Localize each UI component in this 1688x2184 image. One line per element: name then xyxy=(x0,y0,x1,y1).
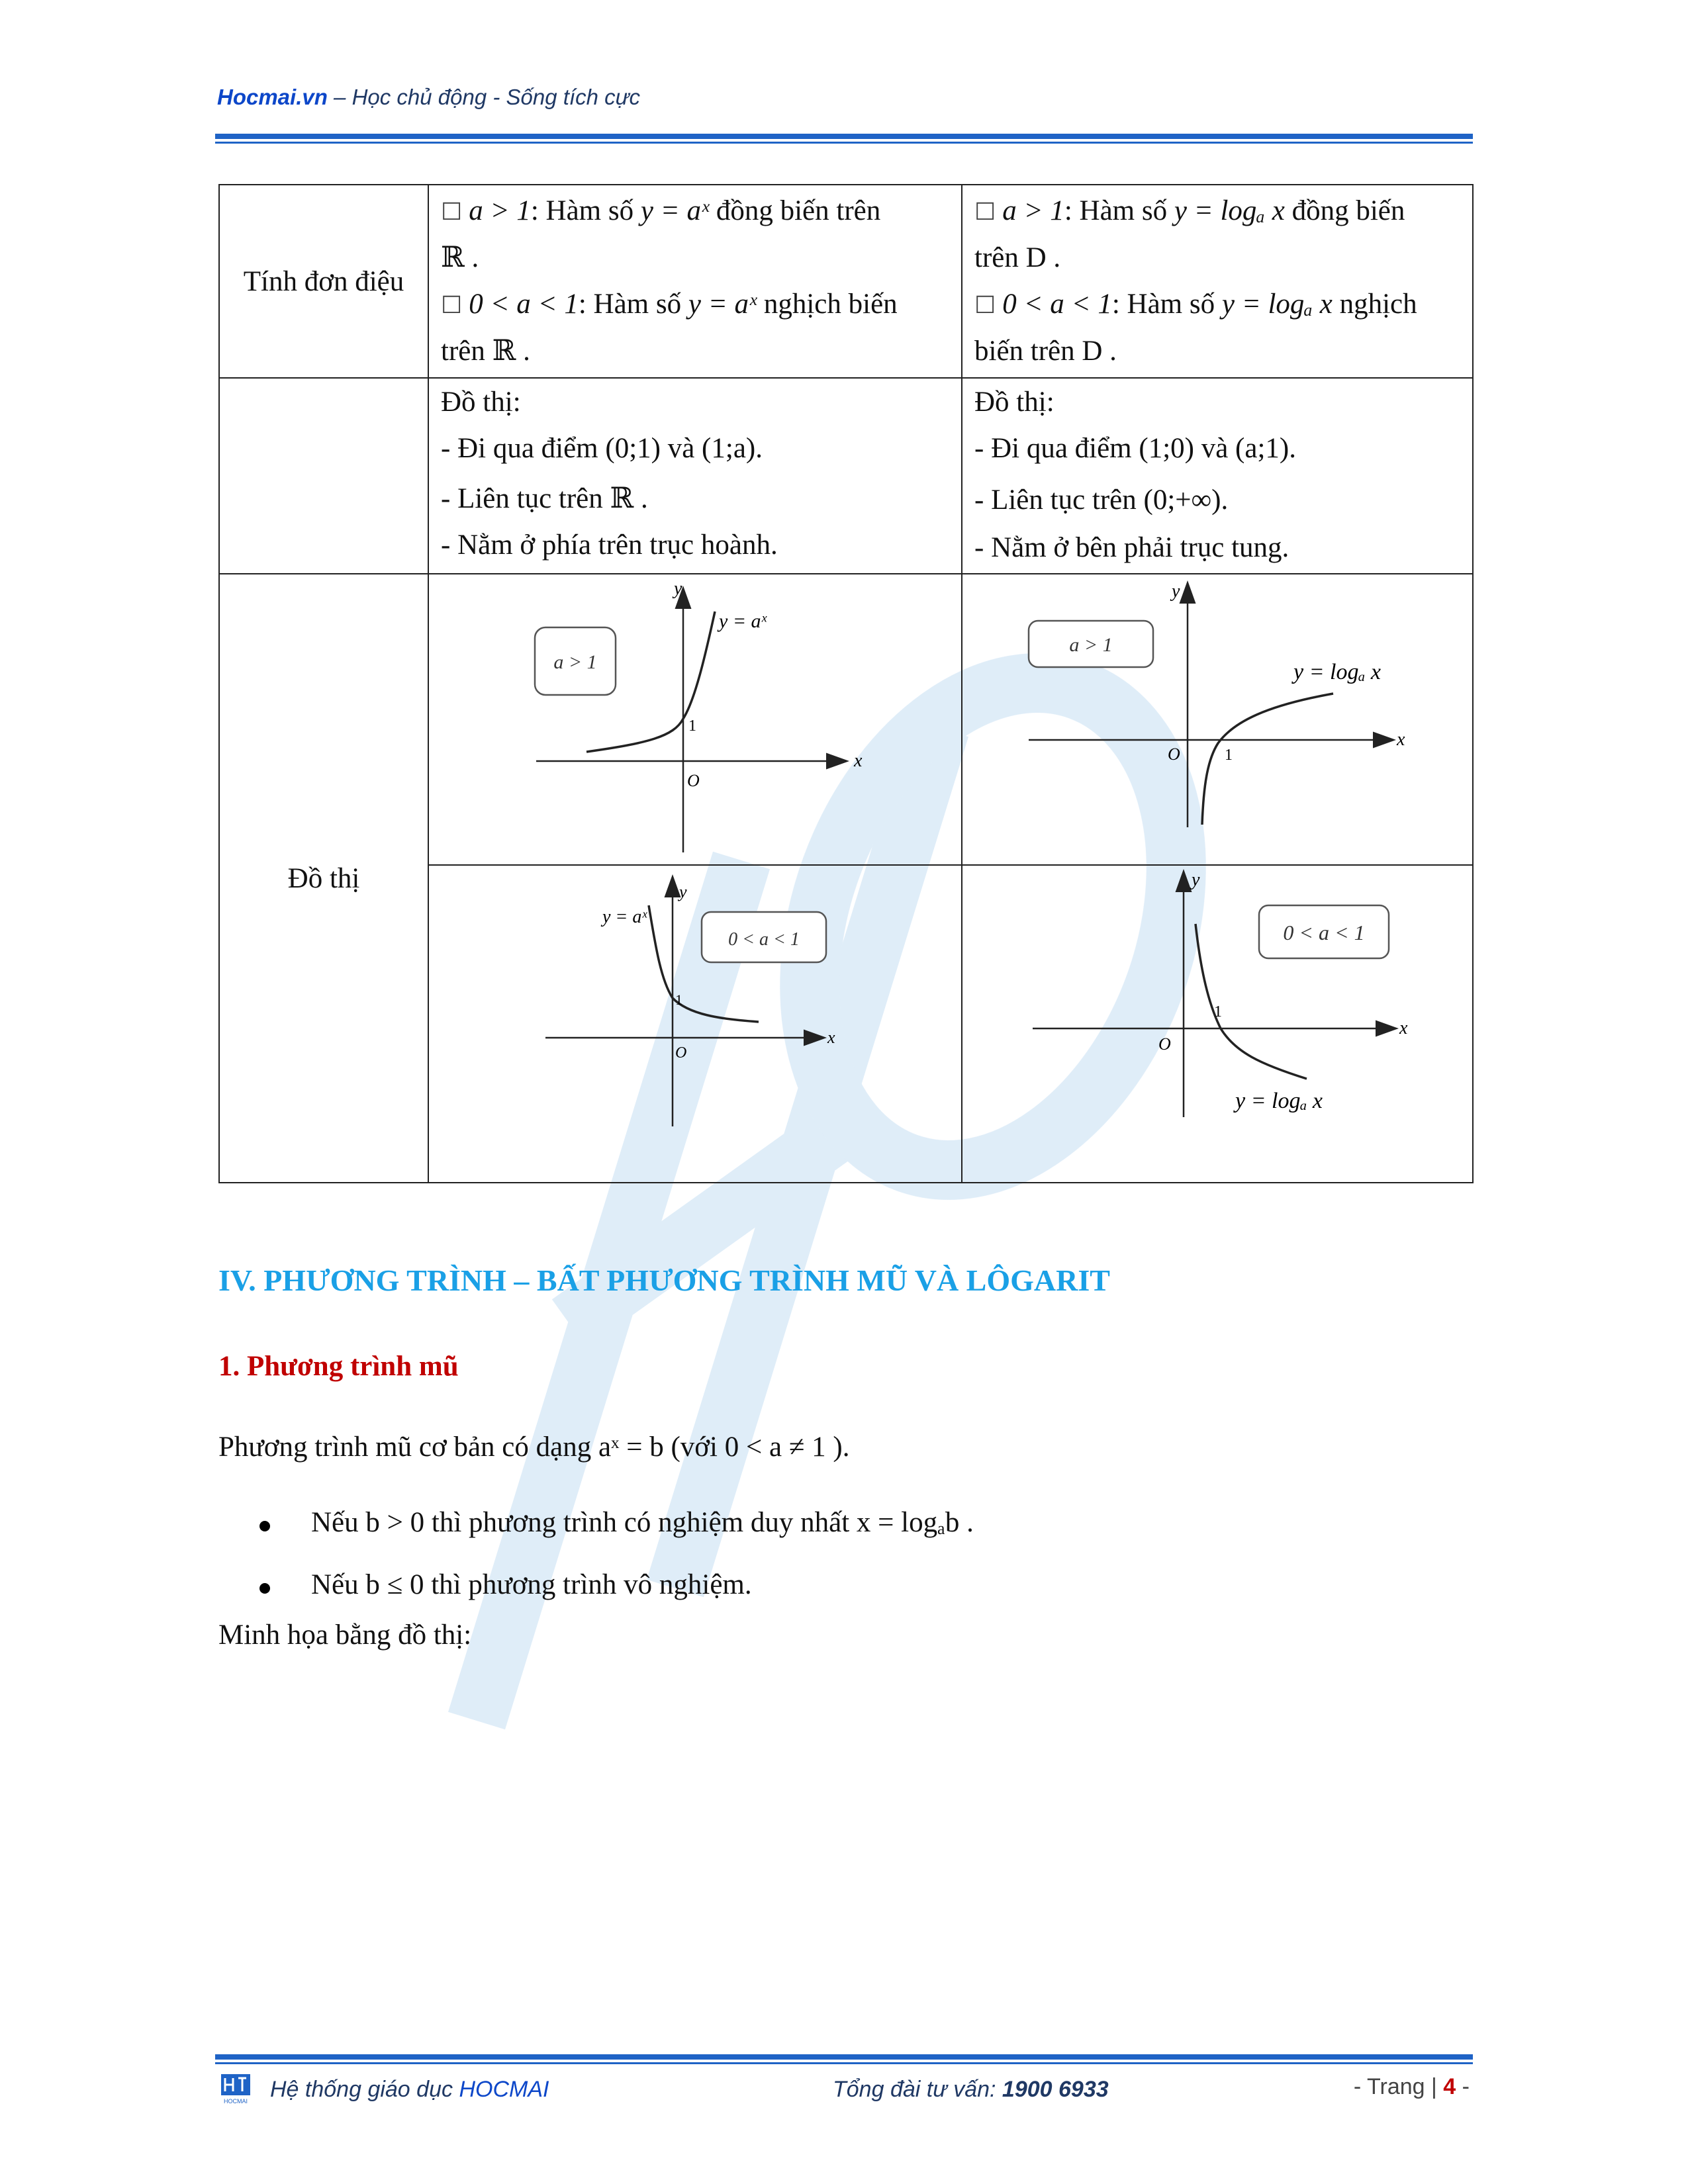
x-label: x xyxy=(1399,1018,1408,1038)
log-monotonicity-cell xyxy=(962,185,1473,378)
log-func-2: y = logₐ x xyxy=(1221,289,1333,320)
subsection-heading-1: 1. Phương trình mũ xyxy=(218,1351,459,1382)
origin-label: O xyxy=(1168,745,1180,764)
checkbox-glyph-icon: ☐ xyxy=(441,199,463,225)
exp-cond-2: 0 < a < 1 xyxy=(469,289,579,320)
log-func-1: y = logₐ x xyxy=(1174,195,1285,226)
condition-label: a > 1 xyxy=(1069,634,1113,656)
one-label: 1 xyxy=(1225,747,1233,764)
graph-log-increasing-cell xyxy=(962,574,1473,865)
bullet-icon xyxy=(259,1521,270,1531)
graph-exp-increasing xyxy=(429,574,961,864)
graph-exp-increasing-cell xyxy=(428,574,962,865)
row-monotonicity xyxy=(219,185,1473,378)
condition-label: 0 < a < 1 xyxy=(728,929,800,950)
exp-cond-1: a > 1 xyxy=(469,195,531,226)
page-prefix: - Trang | xyxy=(1353,2074,1444,2099)
log-line-2: trên D . xyxy=(974,242,1061,273)
exp-monotonicity-cell xyxy=(428,185,962,378)
y-label: y xyxy=(679,882,687,901)
log-graph-props-cell xyxy=(962,378,1473,574)
exp-text-3: : Hàm số xyxy=(578,289,688,320)
curve-label: y = logₐ x xyxy=(1235,1089,1323,1113)
page-num: 4 xyxy=(1443,2074,1456,2099)
log-cond-1: a > 1 xyxy=(1002,195,1064,226)
log-text-1: : Hàm số xyxy=(1064,195,1174,226)
y-label: y xyxy=(674,578,682,599)
paragraph-definition: Phương trình mũ cơ bản có dạng aˣ = b (với 0 < a ≠ 1 ). xyxy=(218,1432,850,1463)
log-graph-position: - Nằm ở bên phải trục tung. xyxy=(974,532,1289,563)
condition-label: 0 < a < 1 xyxy=(1283,921,1365,944)
exp-graph-points: - Đi qua điểm (0;1) và (1;a). xyxy=(441,433,763,464)
header-rule-thin xyxy=(215,142,1473,144)
condition-label: a > 1 xyxy=(553,651,597,673)
y-label: y xyxy=(1192,870,1200,890)
exp-func-2: y = aˣ xyxy=(688,289,757,320)
label-graphs xyxy=(219,574,428,1183)
origin-label: O xyxy=(687,771,700,790)
x-label: x xyxy=(1397,729,1405,750)
function-properties-table xyxy=(218,184,1474,1183)
curve-log xyxy=(1202,694,1333,825)
exp-tail-3: nghịch biến xyxy=(757,289,898,320)
footer-hotline-number: 1900 6933 xyxy=(1002,2077,1109,2102)
list-item-text: Nếu b > 0 thì phương trình có nghiệm duy nhất x = logₐb . xyxy=(311,1507,974,1538)
exp-graph-continuity: - Liên tục trên ℝ . xyxy=(441,483,648,514)
log-tail-1: đồng biến xyxy=(1284,195,1405,226)
header-slogan: – Học chủ động - Sống tích cực xyxy=(327,85,641,109)
row-graph-properties xyxy=(219,378,1473,574)
exp-func-1: y = aˣ xyxy=(640,195,710,226)
origin-label: O xyxy=(1158,1034,1171,1054)
log-graph-title: Đồ thị: xyxy=(974,387,1055,418)
checkbox-glyph-icon: ☐ xyxy=(974,199,996,225)
graph-log-decreasing-cell xyxy=(962,865,1473,1183)
exp-line-4: trên ℝ . xyxy=(441,336,530,367)
one-label: 1 xyxy=(688,717,696,735)
exp-graph-position: - Nằm ở phía trên trục hoành. xyxy=(441,529,778,561)
exp-tail-1: đồng biến trên xyxy=(709,195,881,226)
x-label: x xyxy=(827,1028,835,1047)
logo-text: HOCMAI xyxy=(224,2098,248,2105)
checkbox-glyph-icon: ☐ xyxy=(441,292,463,318)
footer-system xyxy=(270,2077,549,2103)
one-label: 1 xyxy=(675,991,682,1008)
label-monotonicity xyxy=(219,185,428,378)
log-graph-continuity: - Liên tục trên (0;+∞). xyxy=(974,484,1229,516)
exp-text-1: : Hàm số xyxy=(530,195,641,226)
log-cond-2: 0 < a < 1 xyxy=(1002,289,1112,320)
label-graphs-text: Đồ thị xyxy=(287,862,360,894)
footer-system-text: Hệ thống giáo dục xyxy=(270,2077,459,2102)
log-line-4: biến trên D . xyxy=(974,336,1117,367)
page-suffix: - xyxy=(1456,2074,1470,2099)
graph-log-decreasing xyxy=(962,866,1472,1182)
y-label: y xyxy=(1172,581,1180,602)
exp-graph-props-cell xyxy=(428,378,962,574)
log-text-3: : Hàm số xyxy=(1111,289,1222,320)
exp-line-2: ℝ . xyxy=(441,242,479,273)
page-header xyxy=(217,85,640,110)
header-brand: Hocmai.vn xyxy=(217,85,328,109)
curve-label: y = logₐ x xyxy=(1293,660,1382,684)
section-heading-iv: IV. PHƯƠNG TRÌNH – BẤT PHƯƠNG TRÌNH MŨ VÀ LÔGARIT xyxy=(218,1263,1110,1297)
exp-graph-title: Đồ thị: xyxy=(441,387,521,418)
header-rule xyxy=(215,134,1473,139)
bullet-icon xyxy=(259,1583,270,1594)
log-tail-3: nghịch xyxy=(1332,289,1417,320)
footer-hotline-label: Tổng đài tư vấn: xyxy=(833,2077,1002,2102)
footer-system-brand: HOCMAI xyxy=(459,2077,549,2102)
graph-exp-decreasing xyxy=(429,866,961,1182)
label-monotonicity-text: Tính đơn điệu xyxy=(243,265,404,297)
checkbox-glyph-icon: ☐ xyxy=(974,292,996,318)
hocmai-logo-icon xyxy=(218,2070,253,2105)
list-item-text: Nếu b ≤ 0 thì phương trình vô nghiệm. xyxy=(311,1569,752,1600)
footer-rule xyxy=(215,2054,1473,2060)
row-graphs-1 xyxy=(219,574,1473,865)
label-empty xyxy=(219,378,428,574)
paragraph-illustration: Minh họa bằng đồ thị: xyxy=(218,1619,472,1651)
graph-log-increasing xyxy=(962,574,1472,864)
origin-label: O xyxy=(675,1044,687,1062)
curve-label: y = aˣ xyxy=(719,610,767,632)
log-graph-points: - Đi qua điểm (1;0) và (a;1). xyxy=(974,433,1296,464)
page-number xyxy=(1354,2074,1470,2100)
graph-exp-decreasing-cell xyxy=(428,865,962,1183)
x-label: x xyxy=(854,751,863,771)
one-label: 1 xyxy=(1214,1003,1222,1021)
footer-hotline xyxy=(833,2077,1109,2103)
curve-label: y = aˣ xyxy=(602,907,647,927)
footer-rule-thin xyxy=(215,2062,1473,2064)
